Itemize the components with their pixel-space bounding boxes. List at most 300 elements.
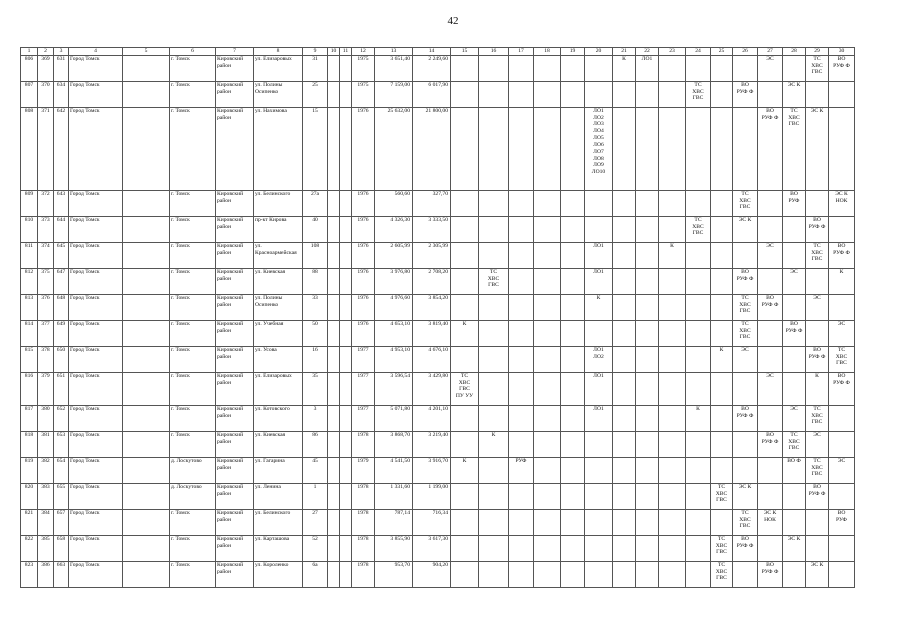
header-cell: 21 xyxy=(613,48,636,56)
table-cell: 816 xyxy=(21,372,38,405)
table-cell xyxy=(686,190,711,216)
table-cell xyxy=(328,483,340,509)
table-cell: 3 333,50 xyxy=(413,216,451,242)
table-cell xyxy=(340,107,352,190)
table-cell: 813 xyxy=(21,294,38,320)
table-cell xyxy=(659,535,686,561)
table-cell: 7 159,00 xyxy=(375,81,413,107)
table-row xyxy=(21,457,855,483)
table-cell: ЭС xyxy=(783,268,806,294)
table-cell xyxy=(806,509,829,535)
table-cell xyxy=(659,190,686,216)
table-cell xyxy=(636,509,659,535)
table-cell: ТС ХВС ГВС xyxy=(733,294,758,320)
table-cell: 4 676,10 xyxy=(413,346,451,372)
header-cell: 14 xyxy=(413,48,451,56)
table-cell: Кировский район xyxy=(216,190,254,216)
table-cell xyxy=(509,294,534,320)
table-cell xyxy=(479,483,509,509)
header-cell: 18 xyxy=(534,48,561,56)
table-cell xyxy=(659,55,686,81)
table-cell xyxy=(659,509,686,535)
table-cell: 378 xyxy=(38,346,54,372)
table-cell xyxy=(613,561,636,587)
table-cell: 815 xyxy=(21,346,38,372)
table-cell xyxy=(509,268,534,294)
table-cell: Кировский район xyxy=(216,509,254,535)
table-cell xyxy=(451,268,479,294)
table-cell: ВО РУФ Ф xyxy=(829,372,855,405)
table-cell xyxy=(340,294,352,320)
table-cell xyxy=(829,405,855,431)
table-cell: ЭС xyxy=(758,242,783,268)
table-cell: 1976 xyxy=(352,107,375,190)
table-row xyxy=(21,107,855,190)
table-cell: 651 xyxy=(54,372,69,405)
table-cell: 818 xyxy=(21,431,38,457)
table-cell: 3 651,40 xyxy=(375,55,413,81)
table-cell: 648 xyxy=(54,294,69,320)
table-cell: Город Томск xyxy=(69,294,123,320)
table-cell xyxy=(479,509,509,535)
table-cell: 6 017,90 xyxy=(413,81,451,107)
table-cell: 1977 xyxy=(352,346,375,372)
header-cell: 9 xyxy=(303,48,328,56)
table-cell xyxy=(758,320,783,346)
table-cell xyxy=(451,107,479,190)
table-cell xyxy=(534,372,561,405)
table-cell: 50 xyxy=(303,320,328,346)
table-cell xyxy=(123,81,170,107)
table-cell: 1978 xyxy=(352,431,375,457)
table-cell: ЭС xyxy=(829,457,855,483)
table-cell xyxy=(711,55,733,81)
table-cell: 6а xyxy=(303,561,328,587)
table-cell: 644 xyxy=(54,216,69,242)
table-cell xyxy=(451,483,479,509)
table-cell: 812 xyxy=(21,268,38,294)
table-cell: ул. Белинского xyxy=(254,509,303,535)
table-cell: 1976 xyxy=(352,190,375,216)
table-cell xyxy=(806,535,829,561)
table-cell: 40 xyxy=(303,216,328,242)
table-cell: ЭС К xyxy=(733,483,758,509)
table-cell xyxy=(733,55,758,81)
table-cell: ТС ХВС ГВС xyxy=(686,216,711,242)
table-cell: Город Томск xyxy=(69,405,123,431)
table-cell xyxy=(509,405,534,431)
header-cell: 8 xyxy=(254,48,303,56)
table-cell xyxy=(783,509,806,535)
table-cell xyxy=(340,372,352,405)
table-cell xyxy=(534,242,561,268)
table-cell xyxy=(686,55,711,81)
table-cell xyxy=(479,81,509,107)
table-cell: ТС ХВС ГВС xyxy=(711,535,733,561)
table-cell xyxy=(328,509,340,535)
table-cell: 655 xyxy=(54,483,69,509)
table-cell xyxy=(829,107,855,190)
header-cell: 10 xyxy=(328,48,340,56)
table-cell: 52 xyxy=(303,535,328,561)
header-cell: 19 xyxy=(561,48,585,56)
table-cell: ул. Елизаровых xyxy=(254,55,303,81)
table-cell xyxy=(686,268,711,294)
table-cell xyxy=(328,107,340,190)
table-cell xyxy=(340,55,352,81)
table-cell: Кировский район xyxy=(216,561,254,587)
table-cell xyxy=(479,405,509,431)
table-cell: Кировский район xyxy=(216,242,254,268)
table-cell xyxy=(561,457,585,483)
table-cell: ЭС К xyxy=(806,107,829,190)
table-cell xyxy=(758,268,783,294)
table-cell: 1978 xyxy=(352,483,375,509)
table-row xyxy=(21,509,855,535)
table-cell: ВО РУФ Ф xyxy=(758,561,783,587)
register-table xyxy=(20,47,855,588)
table-cell xyxy=(123,405,170,431)
table-cell: ЛО1 xyxy=(585,268,613,294)
table-cell: 809 xyxy=(21,190,38,216)
table-cell: д. Лоскутово xyxy=(170,483,216,509)
table-cell xyxy=(783,294,806,320)
table-cell: 1975 xyxy=(352,55,375,81)
table-cell xyxy=(806,190,829,216)
table-cell: 371 xyxy=(38,107,54,190)
table-cell xyxy=(561,561,585,587)
table-cell xyxy=(829,81,855,107)
table-cell xyxy=(479,216,509,242)
table-cell xyxy=(509,561,534,587)
table-cell xyxy=(686,242,711,268)
table-cell xyxy=(829,535,855,561)
table-cell: Кировский район xyxy=(216,216,254,242)
table-cell xyxy=(758,346,783,372)
table-cell xyxy=(659,372,686,405)
table-cell: г. Томск xyxy=(170,190,216,216)
table-cell xyxy=(509,242,534,268)
header-cell: 20 xyxy=(585,48,613,56)
table-cell: 3 868,70 xyxy=(375,431,413,457)
table-cell xyxy=(613,372,636,405)
table-cell xyxy=(829,483,855,509)
table-cell xyxy=(328,268,340,294)
table-cell xyxy=(534,405,561,431)
table-cell: ТС ХВС ГВС xyxy=(829,346,855,372)
table-cell xyxy=(561,405,585,431)
table-row xyxy=(21,372,855,405)
table-cell: 807 xyxy=(21,81,38,107)
table-cell xyxy=(561,294,585,320)
table-cell: Город Томск xyxy=(69,483,123,509)
table-cell: г. Томск xyxy=(170,242,216,268)
table-cell xyxy=(613,405,636,431)
table-cell: ЭС К xyxy=(783,535,806,561)
table-cell: Кировский район xyxy=(216,457,254,483)
table-cell xyxy=(340,320,352,346)
table-cell: 652 xyxy=(54,405,69,431)
table-cell: 819 xyxy=(21,457,38,483)
table-cell xyxy=(585,535,613,561)
table-cell xyxy=(561,190,585,216)
table-cell: 647 xyxy=(54,268,69,294)
table-row xyxy=(21,294,855,320)
header-cell: 13 xyxy=(375,48,413,56)
table-cell: ТС ХВС ГВС xyxy=(783,431,806,457)
table-cell xyxy=(686,431,711,457)
table-cell: ул. Полины Осипенко xyxy=(254,294,303,320)
table-cell xyxy=(123,107,170,190)
table-cell: ТС ХВС ГВС xyxy=(479,268,509,294)
table-row xyxy=(21,81,855,107)
table-cell: 820 xyxy=(21,483,38,509)
table-cell: 3 916,70 xyxy=(413,457,451,483)
table-cell: 45 xyxy=(303,457,328,483)
table-cell: г. Томск xyxy=(170,535,216,561)
table-cell: ЭС К xyxy=(783,81,806,107)
header-row xyxy=(21,48,855,56)
table-cell xyxy=(479,535,509,561)
table-cell xyxy=(328,294,340,320)
header-cell: 28 xyxy=(783,48,806,56)
table-cell xyxy=(783,483,806,509)
table-cell xyxy=(783,242,806,268)
table-cell: Кировский район xyxy=(216,294,254,320)
table-cell xyxy=(711,190,733,216)
table-cell: ВО РУФ Ф xyxy=(829,242,855,268)
table-cell xyxy=(711,294,733,320)
table-cell xyxy=(686,483,711,509)
table-cell xyxy=(123,372,170,405)
table-cell: 1978 xyxy=(352,509,375,535)
table-cell xyxy=(585,483,613,509)
table-cell xyxy=(659,268,686,294)
table-cell xyxy=(613,320,636,346)
header-cell: 4 xyxy=(69,48,123,56)
table-cell: 560,60 xyxy=(375,190,413,216)
table-cell: 822 xyxy=(21,535,38,561)
table-cell: ВО Ф xyxy=(783,457,806,483)
header-cell: 23 xyxy=(659,48,686,56)
table-cell xyxy=(123,561,170,587)
header-cell: 26 xyxy=(733,48,758,56)
table-cell: 33 xyxy=(303,294,328,320)
table-cell: 1 331,60 xyxy=(375,483,413,509)
table-cell: Кировский район xyxy=(216,55,254,81)
table-cell: Город Томск xyxy=(69,372,123,405)
table-cell: 380 xyxy=(38,405,54,431)
table-cell xyxy=(613,268,636,294)
table-cell xyxy=(711,405,733,431)
table-cell: 2 249,60 xyxy=(413,55,451,81)
table-cell xyxy=(711,216,733,242)
table-cell xyxy=(585,190,613,216)
table-cell: 385 xyxy=(38,535,54,561)
table-cell: ул. Котовского xyxy=(254,405,303,431)
table-cell xyxy=(123,268,170,294)
table-cell: Город Томск xyxy=(69,320,123,346)
table-cell xyxy=(659,431,686,457)
table-cell: 1979 xyxy=(352,457,375,483)
table-cell xyxy=(328,81,340,107)
table-cell xyxy=(340,561,352,587)
table-cell: 658 xyxy=(54,535,69,561)
table-cell xyxy=(783,346,806,372)
table-cell xyxy=(636,81,659,107)
table-cell xyxy=(585,320,613,346)
table-cell: Город Томск xyxy=(69,431,123,457)
table-cell xyxy=(479,346,509,372)
table-cell xyxy=(758,216,783,242)
header-cell: 27 xyxy=(758,48,783,56)
table-cell xyxy=(561,55,585,81)
table-cell xyxy=(509,431,534,457)
table-cell: г. Томск xyxy=(170,81,216,107)
table-cell xyxy=(829,561,855,587)
table-cell xyxy=(585,216,613,242)
table-cell xyxy=(806,320,829,346)
table-cell: 25 632,00 xyxy=(375,107,413,190)
table-cell xyxy=(328,320,340,346)
table-cell: 1976 xyxy=(352,242,375,268)
table-cell xyxy=(561,372,585,405)
table-cell xyxy=(328,372,340,405)
table-cell xyxy=(636,268,659,294)
table-cell: пр-кт Кирова xyxy=(254,216,303,242)
table-cell xyxy=(534,561,561,587)
table-cell: г. Томск xyxy=(170,509,216,535)
table-cell: 374 xyxy=(38,242,54,268)
table-cell: ВО РУФ xyxy=(783,190,806,216)
table-cell xyxy=(783,372,806,405)
table-cell: 2 305,99 xyxy=(413,242,451,268)
table-cell: 88 xyxy=(303,268,328,294)
table-cell: 4 201,10 xyxy=(413,405,451,431)
table-cell: ВО РУФ xyxy=(829,509,855,535)
table-cell: 376 xyxy=(38,294,54,320)
table-cell xyxy=(451,242,479,268)
table-cell xyxy=(659,320,686,346)
table-cell: ТС ХВС ГВС xyxy=(733,320,758,346)
table-cell: 15 xyxy=(303,107,328,190)
table-cell xyxy=(783,55,806,81)
table-cell xyxy=(711,107,733,190)
table-cell: Кировский район xyxy=(216,483,254,509)
table-cell: 372 xyxy=(38,190,54,216)
table-cell xyxy=(613,294,636,320)
table-cell xyxy=(534,216,561,242)
table-cell: ТС ХВС ГВС xyxy=(733,190,758,216)
table-cell: 653 xyxy=(54,431,69,457)
table-cell xyxy=(451,55,479,81)
table-cell xyxy=(733,561,758,587)
table-cell: ТС ХВС ГВС xyxy=(806,242,829,268)
table-cell: ЛО1 ЛО2 ЛО3 ЛО4 ЛО5 ЛО6 ЛО7 ЛО8 ЛО9 ЛО10 xyxy=(585,107,613,190)
table-cell xyxy=(636,346,659,372)
table-cell: Кировский район xyxy=(216,372,254,405)
table-row xyxy=(21,268,855,294)
table-cell xyxy=(613,242,636,268)
table-cell xyxy=(561,431,585,457)
table-cell: г. Томск xyxy=(170,561,216,587)
table-cell: 3 819,40 xyxy=(413,320,451,346)
table-cell: 373 xyxy=(38,216,54,242)
table-cell xyxy=(509,346,534,372)
table-cell: г. Томск xyxy=(170,268,216,294)
table-cell: 806 xyxy=(21,55,38,81)
table-cell: ул. Киевская xyxy=(254,431,303,457)
table-cell: К xyxy=(829,268,855,294)
table-cell xyxy=(340,81,352,107)
table-cell: ул. Полины Осипенко xyxy=(254,81,303,107)
table-cell: 2 708,20 xyxy=(413,268,451,294)
table-cell xyxy=(328,405,340,431)
table-cell: К xyxy=(613,55,636,81)
table-cell xyxy=(340,346,352,372)
table-cell: 4 541,50 xyxy=(375,457,413,483)
table-cell: Город Томск xyxy=(69,346,123,372)
table-cell: К xyxy=(686,405,711,431)
table-cell xyxy=(636,561,659,587)
table-cell xyxy=(509,216,534,242)
table-cell: К xyxy=(806,372,829,405)
table-cell: ул. Елизаровых xyxy=(254,372,303,405)
table-cell xyxy=(123,190,170,216)
table-cell: 386 xyxy=(38,561,54,587)
table-cell xyxy=(451,509,479,535)
table-cell xyxy=(479,107,509,190)
table-cell xyxy=(686,346,711,372)
table-cell: 370 xyxy=(38,81,54,107)
table-cell xyxy=(509,483,534,509)
table-cell xyxy=(758,81,783,107)
table-row xyxy=(21,405,855,431)
table-cell: Город Томск xyxy=(69,561,123,587)
table-cell xyxy=(328,431,340,457)
table-cell: ЭС К xyxy=(733,216,758,242)
table-cell: ЛО1 xyxy=(636,55,659,81)
table-cell: г. Томск xyxy=(170,346,216,372)
table-cell: ТС ХВС ГВС xyxy=(711,561,733,587)
table-cell xyxy=(636,372,659,405)
table-cell xyxy=(636,242,659,268)
table-cell xyxy=(123,242,170,268)
table-cell xyxy=(509,372,534,405)
table-cell: 716,34 xyxy=(413,509,451,535)
table-cell: 663 xyxy=(54,561,69,587)
table-cell xyxy=(829,216,855,242)
table-cell xyxy=(686,535,711,561)
table-cell xyxy=(686,294,711,320)
table-cell: ул. Киевская xyxy=(254,268,303,294)
table-cell: ТС ХВС ГВС xyxy=(686,81,711,107)
table-cell: Город Томск xyxy=(69,107,123,190)
table-cell: 1977 xyxy=(352,372,375,405)
table-cell: 1977 xyxy=(352,405,375,431)
table-cell: 4 953,10 xyxy=(375,346,413,372)
table-cell: ВО РУФ Ф xyxy=(733,405,758,431)
table-cell xyxy=(686,509,711,535)
table-cell: ЭС xyxy=(806,431,829,457)
table-cell: 643 xyxy=(54,190,69,216)
table-cell: ВО РУФ Ф xyxy=(806,216,829,242)
table-cell: ул. Учебная xyxy=(254,320,303,346)
table-cell: 27 xyxy=(303,509,328,535)
table-cell xyxy=(328,561,340,587)
header-cell: 17 xyxy=(509,48,534,56)
table-cell: 35 xyxy=(303,372,328,405)
